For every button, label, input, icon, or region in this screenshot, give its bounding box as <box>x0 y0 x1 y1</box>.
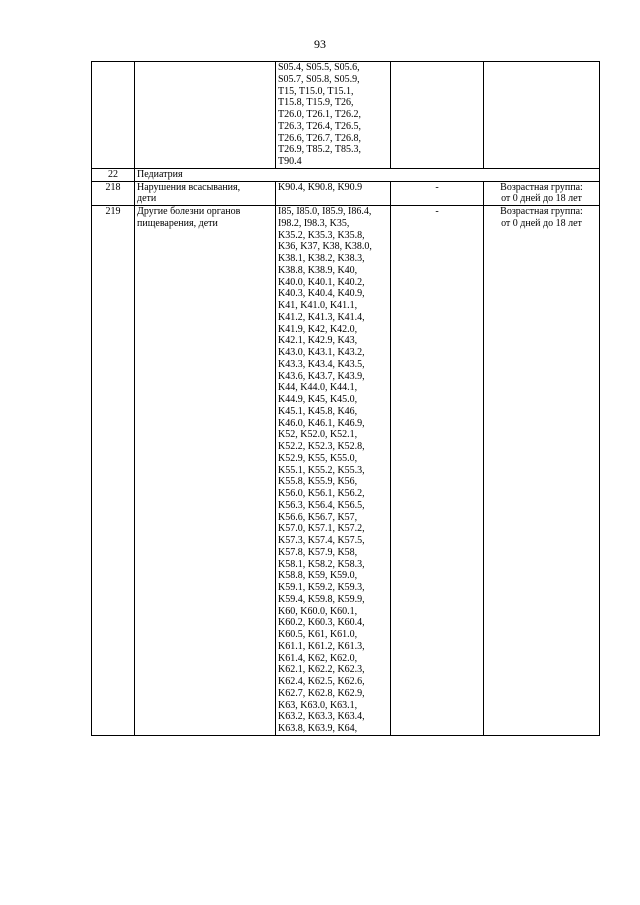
table-row <box>92 62 600 169</box>
extra-criteria-cell: - <box>391 181 484 206</box>
age-criteria-cell <box>484 62 600 169</box>
section-row <box>92 168 600 181</box>
age-criteria-cell: Возрастная группа: от 0 дней до 18 лет <box>484 181 600 206</box>
table-row <box>92 206 600 736</box>
disease-name-cell: Другие болезни органов пищеварения, дети <box>135 206 276 736</box>
row-number-cell <box>92 62 135 169</box>
table-row <box>92 181 600 206</box>
row-number-cell: 219 <box>92 206 135 736</box>
extra-criteria-cell <box>391 62 484 169</box>
icd-codes-cell: I85, I85.0, I85.9, I86.4, I98.2, I98.3, K35, K35.2, K35.3, K35.8, K36, K37, K38, K38.0, K38.1, K38.2, K38.3, K38.8, K38.9, K40, K40.0, K40.1, K40.2, K40.3, K40.4, K40.9, K41, K41.0, K41.1, K41.2, K41.3, K41.4, K41.9, K42, K42.0, K42.1, K42.9, K43, K43.0, K43.1, K43.2, K43.3, K43.4, K43.5, K43.6, K43.7, K43.9, K44, K44.0, K44.1, K44.9, K45, K45.0, K45.1, K45.8, K46, K46.0, K46.1, K46.9, K52, K52.0, K52.1, K52.2, K52.3, K52.8, K52.9, K55, K55.0, K55.1, K55.2, K55.3, K55.8, K55.9, K56, K56.0, K56.1, K56.2, K56.3, K56.4, K56.5, K56.6, K56.7, K57, K57.0, K57.1, K57.2, K57.3, K57.4, K57.5, K57.8, K57.9, K58, K58.1, K58.2, K58.3, K58.8, K59, K59.0, K59.1, K59.2, K59.3, K59.4, K59.8, K59.9, K60, K60.0, K60.1, K60.2, K60.3, K60.4, K60.5, K61, K61.0, K61.1, K61.2, K61.3, K61.4, K62, K62.0, K62.1, K62.2, K62.3, K62.4, K62.5, K62.6, K62.7, K62.8, K62.9, K63, K63.0, K63.1, K63.2, K63.3, K63.4, K63.8, K63.9, K64, <box>276 206 391 736</box>
disease-name-cell <box>135 62 276 169</box>
row-number-cell: 218 <box>92 181 135 206</box>
icd-codes-cell: K90.4, K90.8, K90.9 <box>276 181 391 206</box>
disease-name-cell: Нарушения всасывания, дети <box>135 181 276 206</box>
section-number-cell: 22 <box>92 168 135 181</box>
icd-codes-cell: S05.4, S05.5, S05.6, S05.7, S05.8, S05.9, T15, T15.0, T15.1, T15.8, T15.9, T26, T26.0, T26.1, T26.2, T26.3, T26.4, T26.5, T26.6, T26.7, T26.8, T26.9, T85.2, T85.3, T90.4 <box>276 62 391 169</box>
extra-criteria-cell: - <box>391 206 484 736</box>
age-criteria-cell: Возрастная группа: от 0 дней до 18 лет <box>484 206 600 736</box>
page-number: 93 <box>314 37 326 51</box>
section-title-cell: Педиатрия <box>135 168 600 181</box>
classification-table <box>91 61 600 736</box>
